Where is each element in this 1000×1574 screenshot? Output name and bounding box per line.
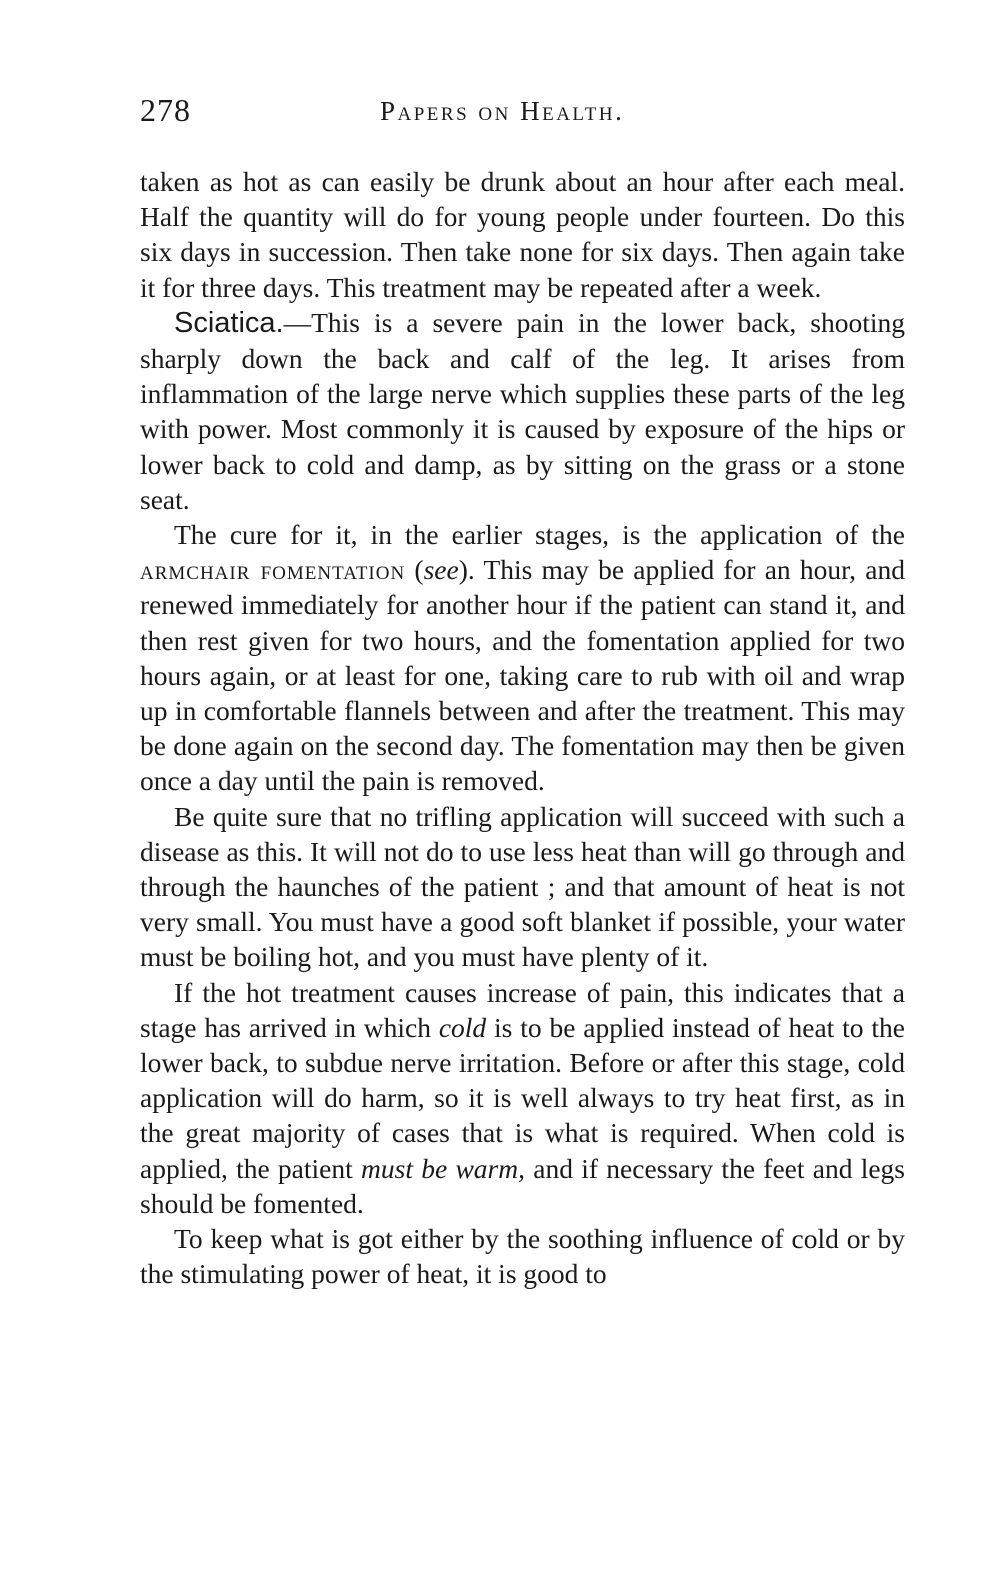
running-head xyxy=(140,92,905,136)
paragraph-continuation xyxy=(140,164,905,305)
paragraph-text: Be quite sure that no trifling application will succeed with such a disease as this. It will not do to use less heat than will go through and through the haunches of the patient ; and that amount of heat is not very small. You must have a good soft blanket if possible, your water must be boiling hot, and you must have plenty of it. xyxy=(140,800,905,973)
paragraph-text: This may be applied for an hour, and renewed immediately for another hour if the patient can stand it, and then rest given for two hours, and the fomentation applied for two hours again, or at least for one, taking care to rub with oil and wrap up in comfortable flannels between and after the treatment. This may be done again on the second day. The fomentation may then be given once a day until the pain is removed. xyxy=(140,554,905,797)
paragraph-text: —This is a severe pain in the lower back, shooting sharply down the back and calf of the leg. It arises from inflammation of the large nerve which supplies these parts of the leg with power. Most commonly it is caused by exposure of the hips or lower back to cold and damp, as by sitting on the grass or a stone seat. xyxy=(140,306,905,515)
paragraph-cold-application xyxy=(140,975,905,1221)
section-heading-sciatica: Sciatica. xyxy=(174,306,284,339)
paragraph-text: and if necessary the feet and legs should be fomented. xyxy=(140,1152,906,1219)
paragraph-keep xyxy=(140,1221,905,1291)
cross-reference-term: armchair fomentation xyxy=(140,554,406,586)
paragraph-text: is to be applied instead of heat to the lower back, to subdue nerve irritation. Before or after this stage, cold application will do harm, so it is well always to try heat first, as in the great majority of cases that is what is required. When cold is applied, the patient xyxy=(140,1011,905,1184)
body-text xyxy=(140,164,905,1292)
page-number: 278 xyxy=(140,92,191,128)
paragraph-warning xyxy=(140,799,905,975)
paragraph-text: taken as hot as can easily be drunk about an hour after each meal. Half the quantity will do for young people under fourteen. Do this six days in succession. Then take none for six days. Then again take it for three days. This treatment may be repeated after a week. xyxy=(140,166,905,303)
paragraph-text: The cure for it, in the earlier stages, is the application of the xyxy=(174,519,905,551)
cross-reference-see: see xyxy=(423,554,459,586)
paragraph-sciatica xyxy=(140,305,905,517)
paragraph-text: If the hot treatment causes increase of pain, this indicates that a stage has arrived in which xyxy=(140,976,905,1043)
emphasis-cold: cold xyxy=(438,1011,487,1043)
emphasis-must-be-warm: must be warm, xyxy=(361,1152,525,1184)
paragraph-text: To keep what is got either by the soothing influence of cold or by the stimulating power of heat, it is good to xyxy=(140,1223,905,1290)
paragraph-cure: The cure for it, in the earlier stages, is the application of the armchair fomentation (see). This may be applied for an hour, and renewed immediately for another hour if the patient can stand it, and then rest given for two hours, and the fomentation applied for two hours again, or at least for one, taking care to rub with oil and wrap up in comfortable flannels between and after the treatment. This may be done again on the second day. The fomentation may then be given once a day until the pain is removed. xyxy=(140,519,905,797)
running-title: Papers on Health. xyxy=(380,96,625,126)
